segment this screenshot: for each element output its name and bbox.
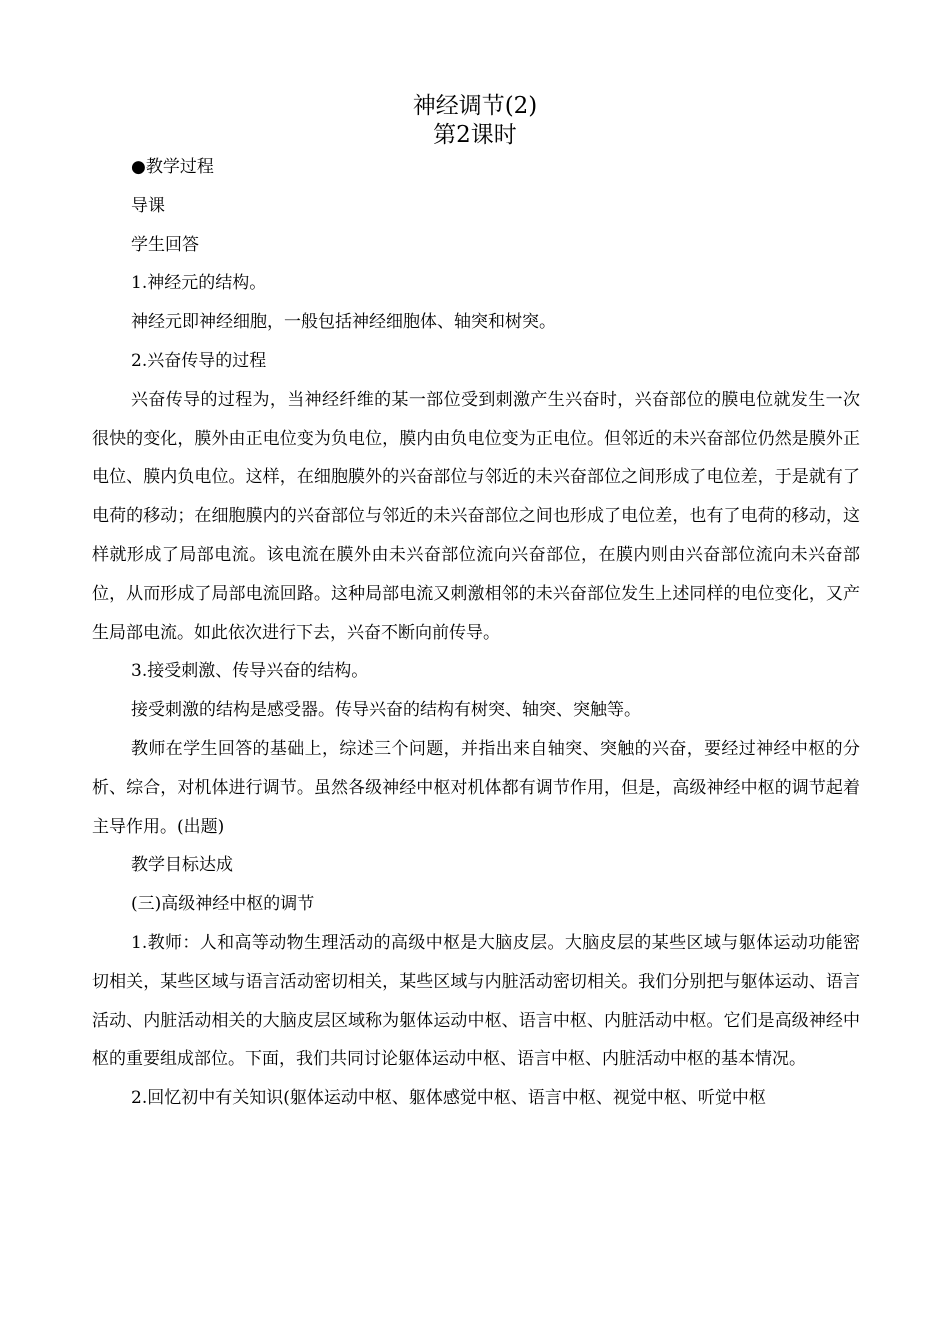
answer-2: 兴奋传导的过程为，当神经纤维的某一部位受到刺激产生兴奋时，兴奋部位的膜电位就发生一次很快的变化，膜外由正电位变为负电位，膜内由负电位变为正电位。但邻近的未兴奋部位仍然是膜外正电位、膜内负电位。这样，在细胞膜外的兴奋部位与邻近的未兴奋部位之间形成了电位差，于是就有了电荷的移动；在细胞膜内的兴奋部位与邻近的未兴奋部位之间也形成了电位差，也有了电荷的移动，这样就形成了局部电流。该电流在膜外由未兴奋部位流向兴奋部位，在膜内则由兴奋部位流向未兴奋部位，从而形成了局部电流回路。这种局部电流又刺激相邻的未兴奋部位发生上述同样的电位变化，又产生局部电流。如此依次进行下去，兴奋不断向前传导。 [92, 389, 860, 643]
point-2: 2.回忆初中有关知识(躯体运动中枢、躯体感觉中枢、语言中枢、视觉中枢、听觉中枢 [131, 1088, 766, 1109]
point-1: 1.教师：人和高等动物生理活动的高级中枢是大脑皮层。大脑皮层的某些区域与躯体运动功能密切相关，某些区域与语言活动密切相关，某些区域与内脏活动密切相关。我们分别把与躯体运动、语言活动、内脏活动相关的大脑皮层区域称为躯体运动中枢、语言中枢、内脏活动中枢。它们是高级神经中枢的重要组成部位。下面，我们共同讨论躯体运动中枢、语言中枢、内脏活动中枢的基本情况。 [92, 932, 860, 1070]
section-heading-higher-centers: (三)高级神经中枢的调节 [131, 894, 315, 915]
subheading-student-answers: 学生回答 [131, 234, 199, 255]
title-line-1: 神经调节(2) [412, 93, 538, 119]
section-heading-teaching-process: ●教学过程 [131, 157, 214, 177]
question-1: 1.神经元的结构。 [131, 273, 267, 294]
subheading-objectives: 教学目标达成 [131, 855, 233, 876]
document-body [92, 148, 860, 1118]
teacher-summary: 教师在学生回答的基础上，综述三个问题，并指出来自轴突、突触的兴奋，要经过神经中枢的分析、综合，对机体进行调节。虽然各级神经中枢对机体都有调节作用，但是，高级神经中枢的调节起着主导作用。(出题) [92, 738, 860, 837]
subheading-intro: 导课 [131, 195, 165, 216]
document-title [0, 92, 950, 150]
question-2: 2.兴奋传导的过程 [131, 350, 267, 371]
question-3: 3.接受刺激、传导兴奋的结构。 [131, 661, 369, 682]
answer-1: 神经元即神经细胞，一般包括神经细胞体、轴突和树突。 [131, 312, 556, 333]
answer-3: 接受刺激的结构是感受器。传导兴奋的结构有树突、轴突、突触等。 [131, 700, 641, 721]
title-line-2: 第2课时 [433, 122, 517, 148]
